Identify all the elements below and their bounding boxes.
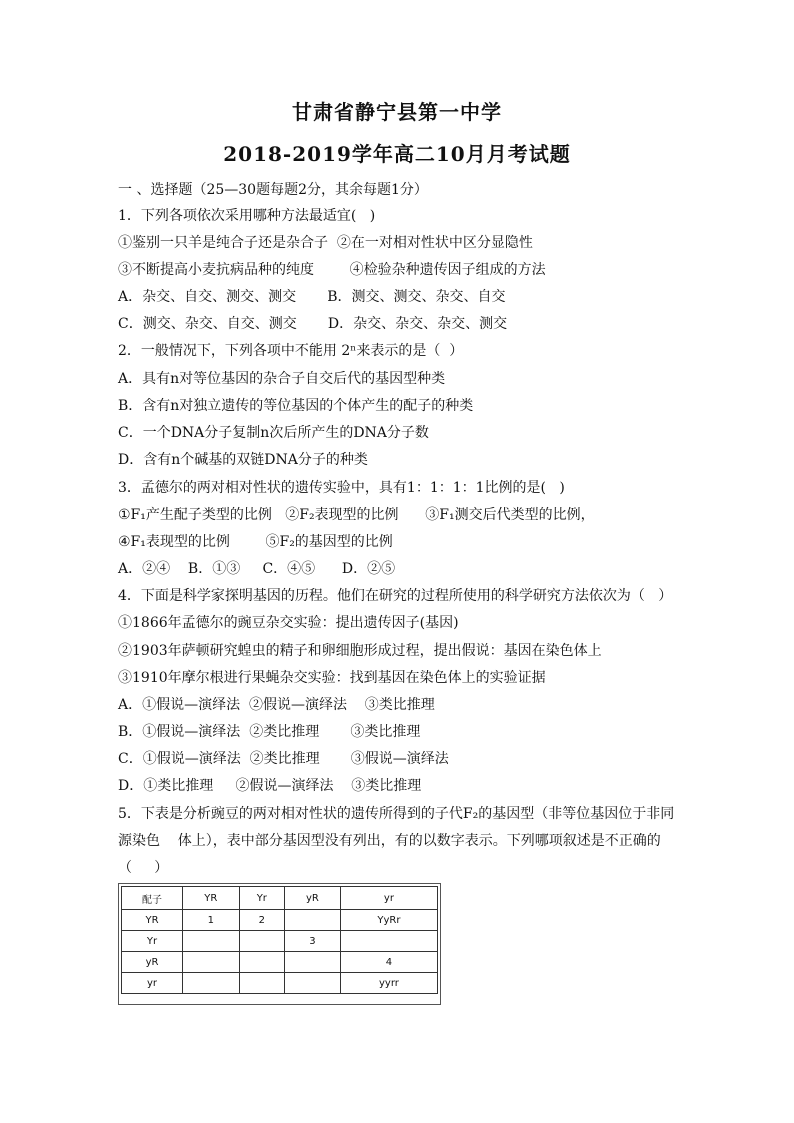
table-cell [284, 973, 340, 994]
table-cell [340, 931, 437, 952]
table-cell [239, 931, 284, 952]
q4-option-d: D．①类比推理 ②假说—演绎法 ③类比推理 [118, 778, 422, 794]
q3-item-line2: ④F₁表现型的比例 ⑤F₂的基因型的比例 [118, 534, 393, 550]
q3-options: A．②④ B．①③ C．④⑤ D．②⑤ [118, 561, 396, 577]
q2-option-c: C．一个DNA分子复制n次后所产生的DNA分子数 [118, 425, 429, 441]
header-cell: Yr [239, 887, 284, 910]
table-cell [239, 973, 284, 994]
table-cell [239, 952, 284, 973]
q2-stem: 2．一般情况下，下列各项中不能用 2ⁿ来表示的是（ ） [118, 343, 464, 359]
table-cell: yyrr [340, 973, 437, 994]
table-row [122, 952, 438, 973]
q1-stem: 1．下列各项依次采用哪种方法最适宜( ) [118, 208, 376, 224]
q2-option-a: A．具有n对等位基因的杂合子自交后代的基因型种类 [118, 371, 446, 387]
table-row [122, 931, 438, 952]
q1-options-ab: A．杂交、自交、测交、测交 B．测交、测交、杂交、自交 [118, 289, 506, 305]
q3-item-line1: ①F₁产生配子类型的比例 ②F₂表现型的比例 ③F₁测交后代类型的比例， [118, 507, 595, 523]
table-cell: YR [122, 910, 183, 931]
table-cell [183, 973, 240, 994]
q5-stem-line1: 5．下表是分析豌豆的两对相对性状的遗传所得到的子代F₂的基因型（非等位基因位于非同 [118, 806, 675, 822]
q1-item-line1: ①鉴别一只羊是纯合子还是杂合子 ②在一对相对性状中区分显隐性 [118, 235, 533, 251]
q5-stem-line2: 源染色 体上），表中部分基因型没有列出，有的以数字表示。下列哪项叙述是不正确的 [118, 833, 661, 849]
q4-option-c: C．①假说—演绎法 ②类比推理 ③假说—演绎法 [118, 751, 449, 767]
q1-item-line2: ③不断提高小麦抗病品种的纯度 ④检验杂种遗传因子组成的方法 [118, 262, 546, 278]
table-cell [284, 952, 340, 973]
q4-stem: 4．下面是科学家探明基因的历程。他们在研究的过程所使用的科学研究方法依次为（ ） [118, 588, 673, 604]
table-cell: 1 [183, 910, 240, 931]
q1-options-cd: C．测交、杂交、自交、测交 D．杂交、杂交、杂交、测交 [118, 316, 508, 332]
table-cell: YyRr [340, 910, 437, 931]
table-cell: yR [122, 952, 183, 973]
header-cell: yr [340, 887, 437, 910]
q4-item-line3: ③1910年摩尔根进行果蝇杂交实验：找到基因在染色体上的实验证据 [118, 670, 546, 686]
table-header-row [122, 887, 438, 910]
table-cell: Yr [122, 931, 183, 952]
q2-option-b: B．含有n对独立遗传的等位基因的个体产生的配子的种类 [118, 398, 474, 414]
q4-item-line2: ②1903年萨顿研究蝗虫的精子和卵细胞形成过程，提出假说：基因在染色体上 [118, 643, 602, 659]
q3-stem: 3．孟德尔的两对相对性状的遗传实验中，具有1：1：1：1比例的是( ) [118, 480, 565, 496]
header-cell: YR [183, 887, 240, 910]
school-title: 甘肃省静宁县第一中学 [292, 100, 502, 124]
table-cell [284, 910, 340, 931]
table-cell [183, 931, 240, 952]
header-cell: 配子 [122, 887, 183, 910]
table-row [122, 910, 438, 931]
q2-option-d: D．含有n个碱基的双链DNA分子的种类 [118, 452, 368, 468]
table-cell: 2 [239, 910, 284, 931]
q5-stem-line3: （ ） [118, 860, 169, 876]
table-cell: 3 [284, 931, 340, 952]
table-cell: yr [122, 973, 183, 994]
header-cell: yR [284, 887, 340, 910]
q4-item-line1: ①1866年孟德尔的豌豆杂交实验：提出遗传因子(基因) [118, 615, 459, 631]
table-cell [183, 952, 240, 973]
genotype-table [121, 886, 438, 994]
table-cell: 4 [340, 952, 437, 973]
q4-option-b: B．①假说—演绎法 ②类比推理 ③类比推理 [118, 724, 421, 740]
q4-option-a: A．①假说—演绎法 ②假说—演绎法 ③类比推理 [118, 697, 435, 713]
section-heading: 一 、选择题（25—30题每题2分，其余每题1分） [118, 182, 428, 198]
exam-title: 2018-2019学年高二10月月考试题 [223, 142, 571, 166]
table-row [122, 973, 438, 994]
